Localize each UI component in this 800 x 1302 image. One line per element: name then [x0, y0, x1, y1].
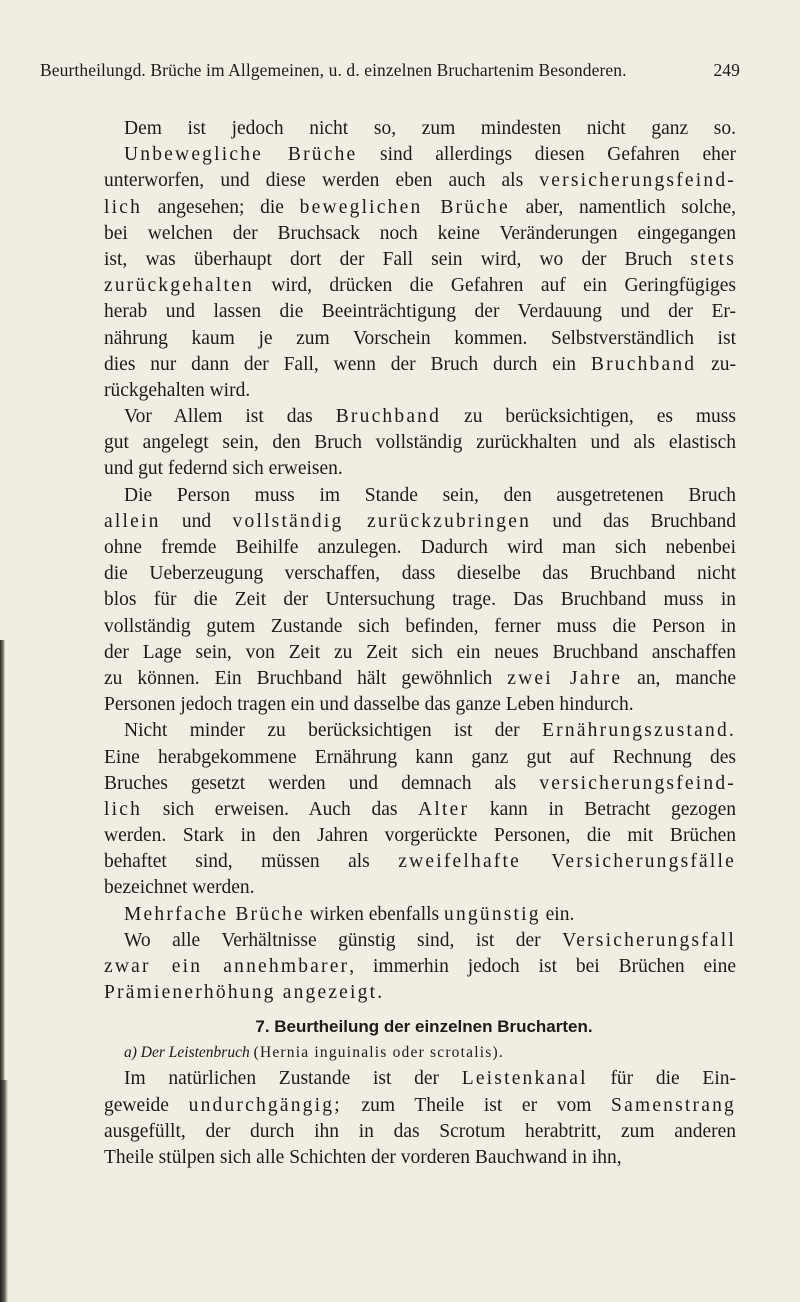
main-text-block	[104, 116, 736, 1006]
text-run: sind allerdings diesen Gefahren eher	[357, 144, 736, 166]
text-run: geweide	[104, 1094, 189, 1116]
emphasized-text: allein	[104, 510, 161, 532]
emphasized-text: Unbewegliche Brüche	[124, 144, 358, 166]
emphasized-text: zwei Jahre	[507, 667, 623, 689]
leistenbruch-text-block	[104, 1066, 736, 1171]
text-line	[104, 980, 736, 1006]
text-run: ohne fremde Beihilfe anzulegen. Dadurch wird man sich nebenbei	[104, 537, 736, 558]
text-run: für die Ein-	[587, 1068, 736, 1090]
text-line	[104, 823, 736, 849]
text-run: die Ueberzeugung verschaffen, dass dieselbe das Bruchband nicht	[104, 563, 736, 585]
text-run: angesehen; die	[142, 196, 300, 218]
text-run: wirken ebenfalls	[304, 903, 445, 925]
emphasized-text: Samenstrang	[611, 1094, 736, 1116]
text-run: rückgehalten wird.	[104, 379, 251, 401]
text-line	[104, 1093, 736, 1119]
text-line	[104, 352, 736, 378]
text-run: Bruches gesetzt werden und demnach als	[104, 772, 540, 794]
text-run: Im natürlichen Zustande ist der	[124, 1068, 462, 1090]
text-line	[104, 1119, 736, 1145]
text-line	[104, 483, 736, 509]
page-number: 249	[713, 60, 740, 80]
text-run: Theile stülpen sich alle Schichten der vorderen Bauchwand in ihn,	[104, 1146, 622, 1168]
text-line	[104, 849, 736, 875]
text-run: Eine herabgekommene Ernährung kann ganz gut auf Rechnung des	[104, 746, 736, 768]
text-line	[104, 116, 736, 142]
text-run: Dem ist jedoch nicht so, zum mindesten nicht ganz so.	[124, 118, 736, 139]
text-run: und	[160, 510, 233, 532]
text-line	[104, 273, 736, 299]
text-line	[104, 168, 736, 194]
subsection-heading	[104, 1040, 736, 1066]
running-title: Beurtheilungd. Brüche im Allgemeinen, u. d. einzelnen Bruchartenim Besonderen.	[40, 60, 627, 80]
text-line	[104, 142, 736, 168]
text-line	[104, 247, 736, 273]
text-run: bei welchen der Bruchsack noch keine Veränderungen eingegangen	[104, 222, 736, 244]
text-line	[104, 640, 736, 666]
text-line	[104, 614, 736, 640]
emphasized-text: Versicherungsfall	[562, 929, 736, 951]
text-line	[104, 430, 736, 456]
text-line	[104, 1066, 736, 1092]
text-run: ein.	[540, 903, 575, 925]
text-line	[104, 902, 736, 928]
text-run: und gut federnd sich erweisen.	[104, 458, 343, 480]
text-run: der Lage sein, von Zeit zu Zeit sich ein neues Bruchband anschaffen	[104, 641, 736, 663]
text-run: dies nur dann der Fall, wenn der Bruch durch ein	[104, 353, 591, 375]
emphasized-text: stets	[690, 248, 736, 270]
text-run: ausgefüllt, der durch ihn in das Scrotum herabtritt, zum anderen	[104, 1120, 736, 1142]
text-run: wird, drücken die Gefahren auf ein Geringfügiges	[253, 275, 736, 297]
text-run: herab und lassen die Beeinträchtigung der Verdauung und der Er-	[104, 301, 736, 323]
emphasized-text: ungünstig	[444, 903, 541, 925]
text-run: gut angelegt sein, den Bruch vollständig zurückhalten und als elastisch	[104, 432, 736, 454]
text-run: ist, was überhaupt dort der Fall sein wird, wo der Bruch	[104, 248, 691, 270]
text-run: kann in Betracht gezogen	[469, 798, 736, 820]
text-run: blos für die Zeit der Untersuchung trage. Das Bruchband muss in	[104, 589, 736, 611]
emphasized-text: Leistenkanal	[461, 1068, 588, 1090]
emphasized-text: undurchgängig;	[188, 1094, 342, 1116]
emphasized-text: vollständig zurückzubringen	[232, 510, 532, 532]
section-heading: 7. Beurtheilung der einzelnen Brucharten.	[255, 1017, 593, 1037]
text-line	[104, 928, 736, 954]
text-line	[104, 221, 736, 247]
emphasized-text: Bruchband	[335, 406, 442, 428]
text-run: und das Bruchband	[531, 510, 736, 532]
emphasized-text: beweglichen Brüche	[299, 196, 510, 218]
text-run: zu berücksichtigen, es muss	[441, 406, 736, 428]
text-line	[104, 875, 736, 901]
body-text	[104, 116, 736, 1171]
text-line	[104, 404, 736, 430]
text-line	[104, 718, 736, 744]
text-line	[104, 587, 736, 613]
text-run: zu-	[696, 353, 736, 375]
text-line	[104, 692, 736, 718]
text-run: sich erweisen. Auch das	[142, 798, 419, 820]
text-run: Wo alle Verhältnisse günstig sind, ist der	[124, 929, 563, 951]
text-line	[104, 561, 736, 587]
emphasized-text: Bruchband	[590, 353, 697, 375]
text-line	[104, 509, 736, 535]
text-line	[104, 535, 736, 561]
text-run: an, manche	[622, 667, 736, 689]
text-run: zum Theile ist er vom	[341, 1094, 612, 1116]
text-line	[104, 745, 736, 771]
text-run: zu können. Ein Bruchband hält gewöhnlich	[104, 667, 508, 689]
text-line	[104, 326, 736, 352]
text-run: vollständig gutem Zustande sich befinden, ferner muss die Person in	[104, 615, 736, 637]
text-line	[104, 195, 736, 221]
text-run: werden. Stark in den Jahren vorgerückte Personen, die mit Brüchen	[104, 825, 736, 847]
text-run: Vor Allem ist das	[124, 406, 336, 428]
emphasized-text: zwar ein annehmbarer	[104, 956, 350, 977]
text-line	[104, 797, 736, 823]
text-line	[104, 378, 736, 404]
text-run: nährung kaum je zum Vorschein kommen. Selbstverständlich ist	[104, 327, 736, 349]
emphasized-text: lich	[104, 798, 143, 820]
text-run: , immerhin jedoch ist bei Brüchen eine	[349, 956, 736, 977]
emphasized-text: zurückgehalten	[104, 275, 254, 297]
subsection-latin-name: (Hernia inguinalis oder scrotalis).	[253, 1044, 504, 1062]
emphasized-text: Mehrfache Brüche	[124, 903, 305, 925]
text-run: bezeichnet werden.	[104, 877, 255, 899]
text-run: Die Person muss im Stande sein, den ausgetretenen Bruch	[124, 484, 736, 506]
text-line	[104, 456, 736, 482]
text-line	[104, 666, 736, 692]
text-line	[104, 954, 736, 980]
emphasized-text: Prämienerhöhung angezeigt.	[104, 982, 385, 1004]
emphasized-text: Ernährungszustand.	[542, 720, 736, 742]
text-run: Personen jedoch tragen ein und dasselbe das ganze Leben hindurch.	[104, 694, 634, 716]
text-run: Nicht minder zu berücksichtigen ist der	[124, 720, 543, 742]
text-run: unterworfen, und diese werden eben auch als	[104, 170, 540, 192]
subsection-label: a) Der Leistenbruch	[124, 1044, 250, 1062]
text-run: aber, namentlich solche,	[509, 196, 736, 218]
page-edge-shadow-lower	[0, 1080, 8, 1302]
emphasized-text: zweifelhafte Versicherungsfälle	[398, 851, 736, 873]
emphasized-text: lich	[104, 196, 143, 218]
emphasized-text: Alter	[418, 798, 470, 820]
text-run: behaftet sind, müssen als	[104, 851, 399, 873]
emphasized-text: versicherungsfeind-	[539, 170, 736, 192]
text-line	[104, 1145, 736, 1171]
text-line	[104, 771, 736, 797]
emphasized-text: versicherungsfeind-	[539, 772, 736, 794]
text-line	[104, 299, 736, 325]
running-header	[40, 60, 740, 81]
